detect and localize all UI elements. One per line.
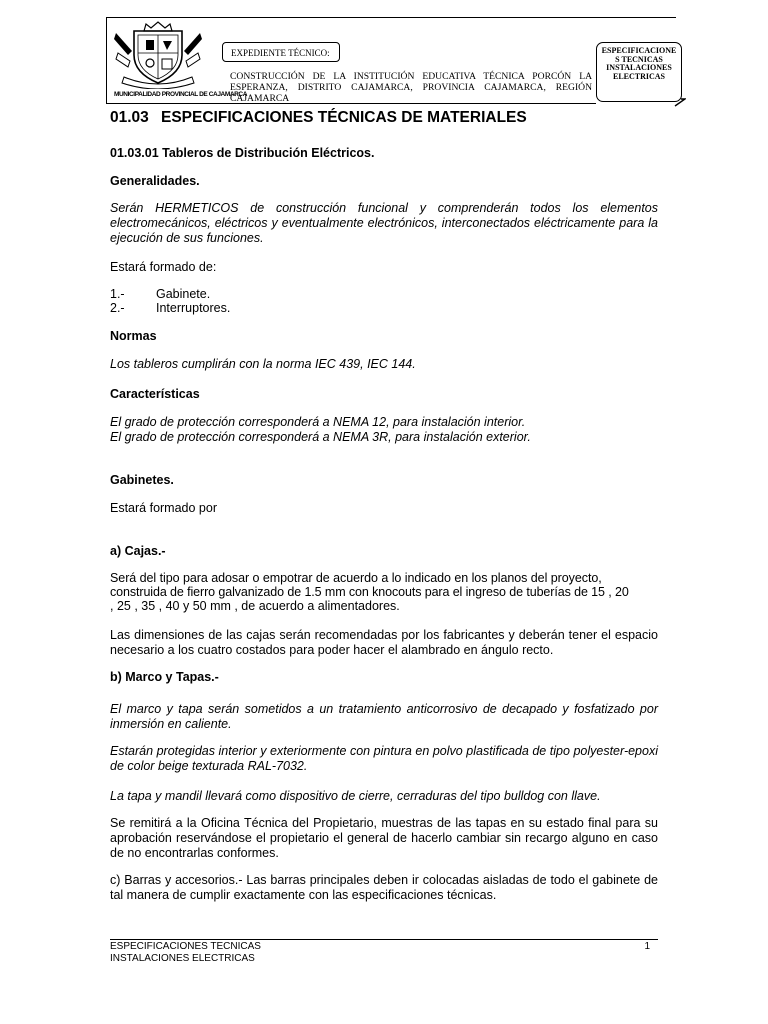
spec-type-line1: ESPECIFICACIONE bbox=[601, 46, 677, 55]
municipality-crest-logo bbox=[110, 21, 248, 101]
normas-text: Los tableros cumplirán con la norma IEC 439, IEC 144. bbox=[110, 357, 416, 371]
marco-heading: b) Marco y Tapas.- bbox=[110, 670, 219, 684]
cajas-paragraph-line1: Será del tipo para adosar o empotrar de acuerdo a lo indicado en los planos del proyecto, bbox=[110, 571, 602, 585]
spec-type-line2: S TECNICAS bbox=[615, 54, 663, 64]
page-number: 1 bbox=[644, 941, 650, 952]
list-item-number: 1.- bbox=[110, 287, 125, 301]
document-header bbox=[106, 17, 682, 105]
gabinetes-heading: Gabinetes. bbox=[110, 473, 174, 487]
list-item-text: Gabinete. bbox=[156, 287, 211, 301]
section-heading bbox=[110, 109, 527, 127]
project-title bbox=[230, 71, 592, 104]
cajas-paragraph-line2: construida de fierro galvanizado de 1.5 mm con knocouts para el ingreso de tuberías de 15 , 20 bbox=[110, 585, 629, 599]
cajas-paragraph-line3: , 25 , 35 , 40 y 50 mm , de acuerdo a alimentadores. bbox=[110, 599, 400, 613]
formado-por-text: Estará formado por bbox=[110, 501, 217, 515]
list-item-text: Interruptores. bbox=[156, 301, 231, 315]
section-number: 01.03 bbox=[110, 109, 149, 126]
spec-type-line3: INSTALACIONES bbox=[606, 63, 672, 73]
subsection-heading: 01.03.01 Tableros de Distribución Eléctricos. bbox=[110, 146, 375, 160]
logo-caption: MUNICIPALIDAD PROVINCIAL DE CAJAMARCA bbox=[114, 91, 248, 98]
cajas-heading: a) Cajas.- bbox=[110, 544, 166, 558]
generalidades-paragraph: Serán HERMETICOS de construcción funcional y comprenderán todos los elementos electromecánicos, eléctricos y eventualmente electrónicos, interconectados eléctricamente para la ejecución de sus funciones. bbox=[110, 201, 658, 245]
spec-type-box bbox=[596, 42, 682, 102]
normas-heading: Normas bbox=[110, 329, 157, 343]
generalidades-heading: Generalidades. bbox=[110, 174, 200, 188]
caracteristicas-line1: El grado de protección corresponderá a NEMA 12, para instalación interior. bbox=[110, 415, 526, 429]
expediente-label-box: EXPEDIENTE TÉCNICO: bbox=[222, 42, 340, 62]
footer-line1: ESPECIFICACIONES TECNICAS bbox=[110, 941, 261, 952]
spec-type-line4: ELECTRICAS bbox=[612, 71, 665, 81]
remitira-paragraph: Se remitirá a la Oficina Técnica del Propietario, muestras de las tapas en su estado final para su aprobación reservándose el propietario el general de hacerlo cambiar sin recargo alguno en caso de no encontrarlas conformes. bbox=[110, 816, 658, 860]
caracteristicas-heading: Características bbox=[110, 387, 200, 401]
project-title-line2: ESPERANZA, DISTRITO CAJAMARCA, PROVINCIA CAJAMARCA, REGIÓN CAJAMARCA bbox=[230, 82, 592, 104]
marco-paragraph-1: El marco y tapa serán sometidos a un tratamiento anticorrosivo de decapado y fosfatizado por inmersión en caliente. bbox=[110, 702, 658, 731]
list-item-number: 2.- bbox=[110, 301, 125, 315]
list-item bbox=[110, 287, 658, 302]
footer-line2: INSTALACIONES ELECTRICAS bbox=[110, 953, 255, 964]
header-left-rule bbox=[106, 17, 107, 104]
document-footer bbox=[110, 941, 658, 965]
corner-arrow-icon bbox=[674, 97, 686, 107]
section-title: ESPECIFICACIONES TÉCNICAS DE MATERIALES bbox=[161, 109, 527, 126]
list-item bbox=[110, 301, 658, 316]
marco-paragraph-2: Estarán protegidas interior y exteriormente con pintura en polvo plastificada de tipo polyester-epoxi de color beige texturada RAL-7032. bbox=[110, 744, 658, 773]
project-title-line1: CONSTRUCCIÓN DE LA INSTITUCIÓN EDUCATIVA TÉCNICA PORCÓN LA bbox=[230, 71, 592, 82]
caracteristicas-line2: El grado de protección corresponderá a NEMA 3R, para instalación exterior. bbox=[110, 430, 531, 444]
footer-rule bbox=[110, 939, 658, 940]
barras-paragraph: c) Barras y accesorios.- Las barras principales deben ir colocadas aisladas de todo el gabinete de tal manera de cumplir exactamente con las especificaciones técnicas. bbox=[110, 873, 658, 902]
cajas-paragraph-2: Las dimensiones de las cajas serán recomendadas por los fabricantes y deberán tener el espacio necesario a los cuatro costados para poder hacer el alambrado en ángulo recto. bbox=[110, 628, 658, 657]
formado-de-text: Estará formado de: bbox=[110, 260, 217, 274]
header-top-rule bbox=[106, 17, 676, 18]
marco-paragraph-3: La tapa y mandil llevará como dispositivo de cierre, cerraduras del tipo bulldog con llave. bbox=[110, 789, 601, 803]
